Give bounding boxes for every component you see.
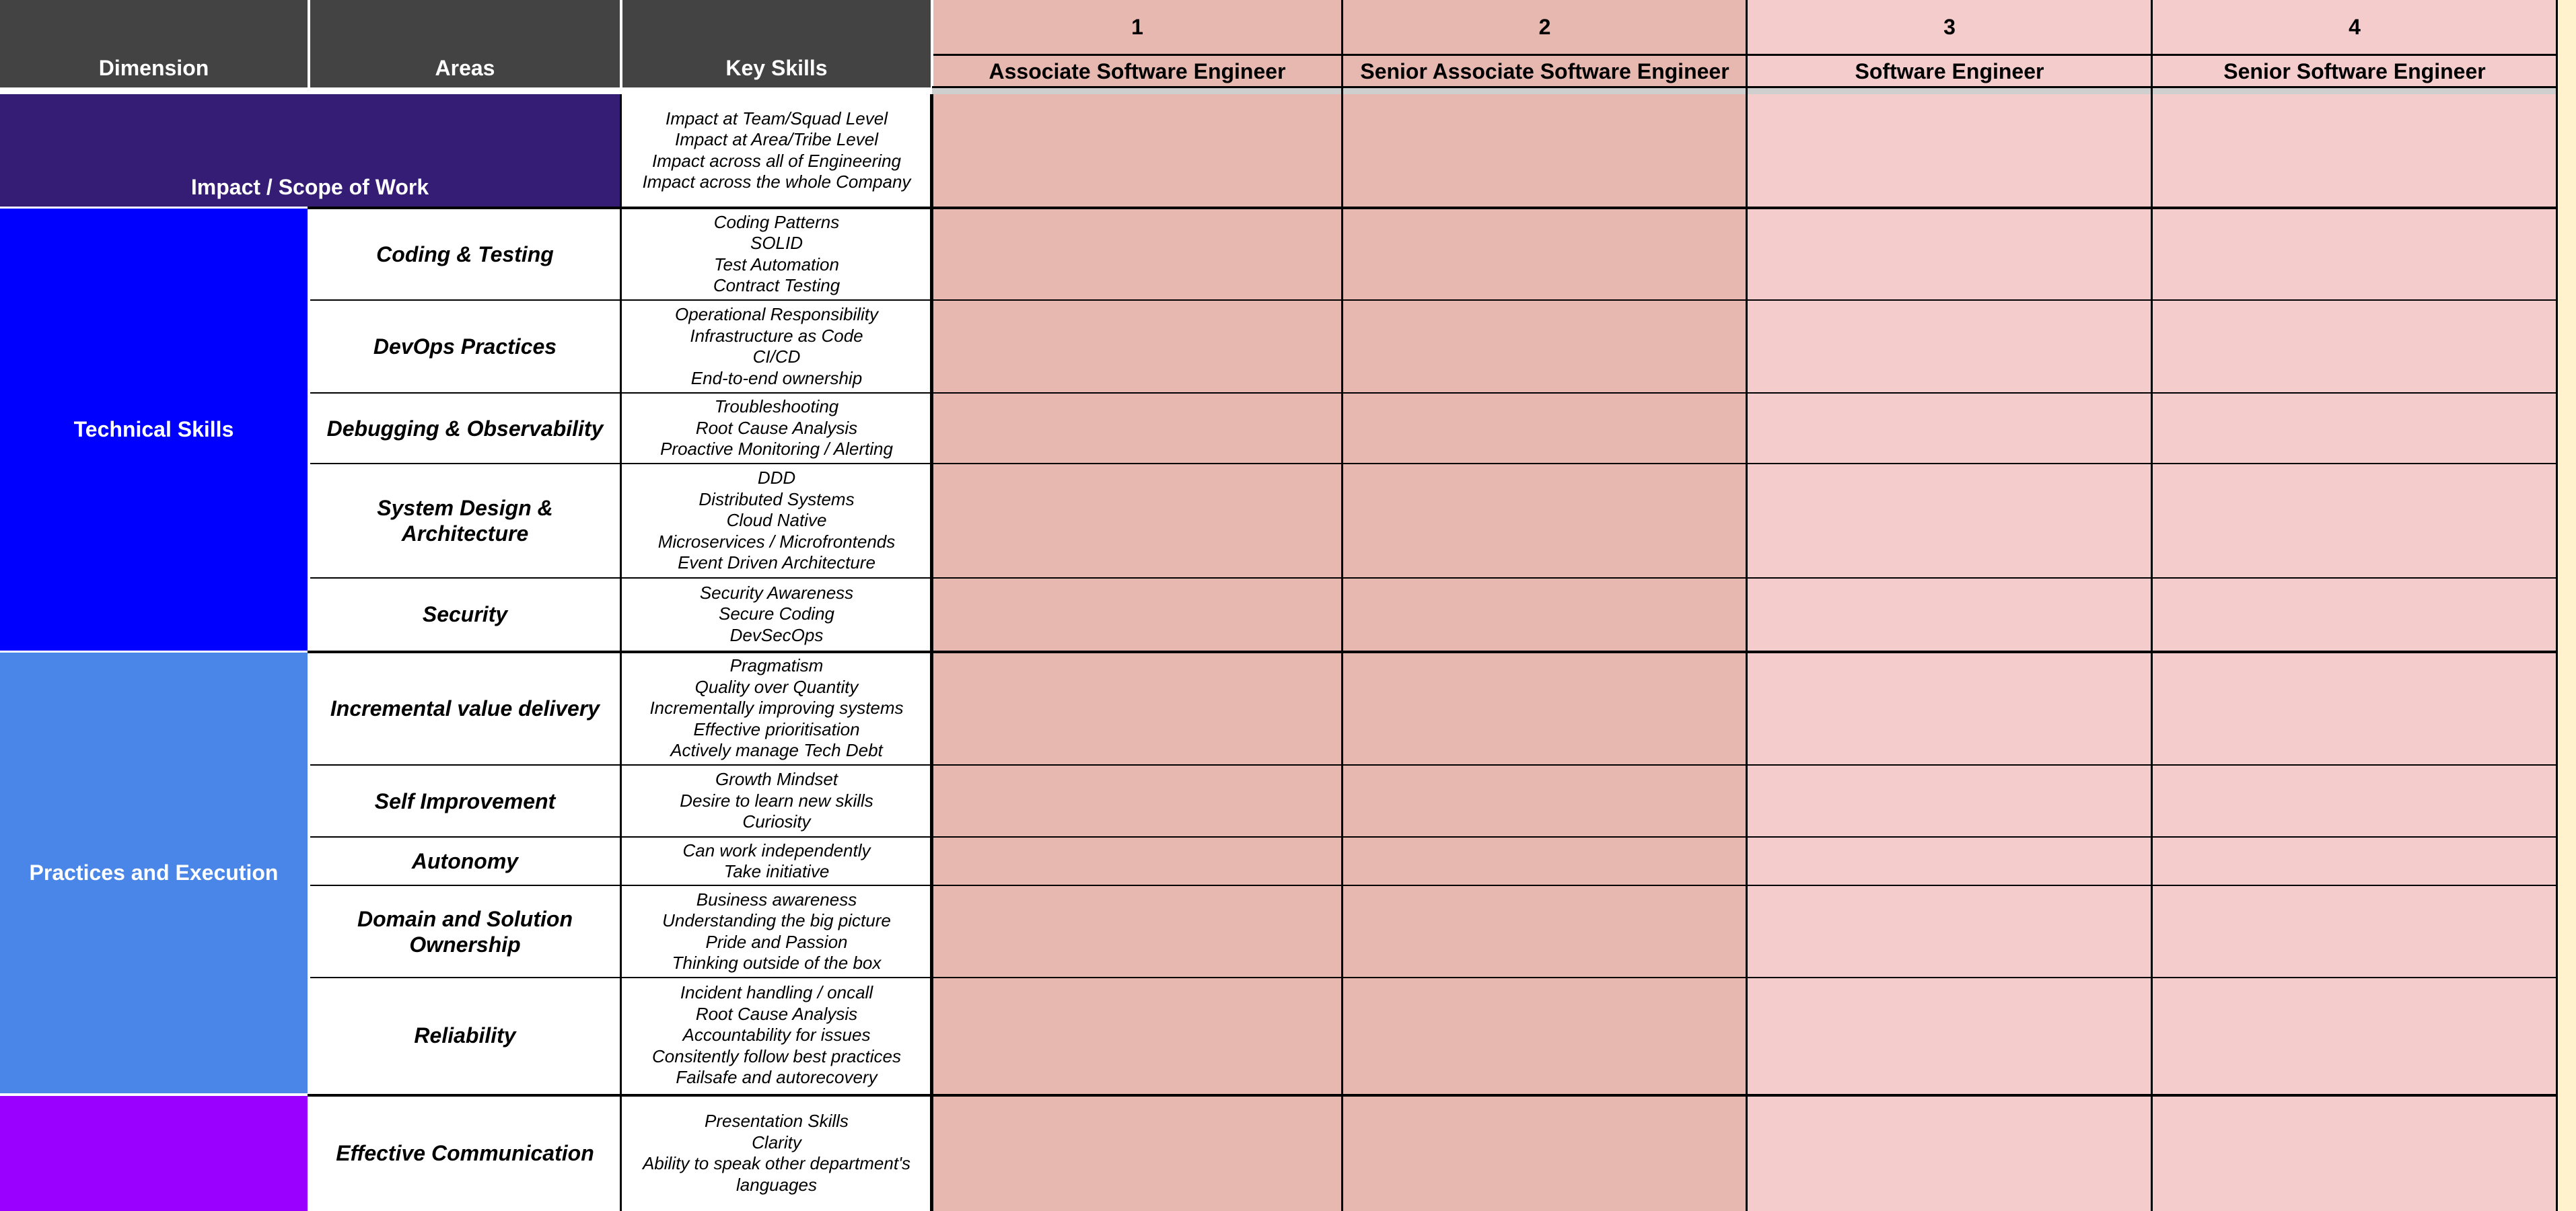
grid-hline-area-6: [310, 836, 2557, 838]
key-skill-line: Ability to speak other department's: [642, 1153, 911, 1173]
key-skill-line: Security Awareness: [699, 582, 854, 603]
key-skill-line: Microservices / Microfrontends: [657, 531, 896, 552]
level-number-3[interactable]: 3: [1747, 0, 2152, 54]
key-skill-line: Contract Testing: [713, 275, 840, 295]
grid-hdr-sep-2: [620, 0, 622, 87]
header-key-skills[interactable]: Key Skills: [622, 0, 931, 87]
key-skill-line: End-to-end ownership: [690, 367, 863, 388]
grid-hdr-sep-3: [931, 0, 933, 87]
key-skill-line: Can work independently: [682, 840, 871, 860]
key-skill-line: Pragmatism: [729, 655, 824, 676]
grid-hline-area-4: [310, 577, 2557, 579]
key-skill-line: Operational Responsibility: [674, 304, 879, 324]
area-autonomy[interactable]: Autonomy: [310, 837, 620, 885]
key-skill-line: Actively manage Tech Debt: [670, 740, 883, 761]
header-gap-row-levels: [932, 87, 2557, 94]
area-coding-testing[interactable]: Coding & Testing: [310, 208, 620, 300]
grid-dim-hsep-1: [0, 207, 308, 209]
key-skill-line: SOLID: [750, 233, 803, 253]
key-skills-system-design-architecture[interactable]: [622, 464, 931, 578]
header-gap-row: [0, 87, 932, 94]
area-self-improvement[interactable]: Self Improvement: [310, 765, 620, 837]
key-skill-line: Coding Patterns: [713, 211, 840, 232]
area-domain-and-solution-ownership[interactable]: Domain and Solution Ownership: [310, 885, 620, 978]
key-skill-line: Understanding the big picture: [662, 910, 891, 930]
key-skills-devops-practices[interactable]: [622, 300, 931, 393]
grid-vline-level-1: [1341, 0, 1343, 1211]
key-skills-coding-testing[interactable]: [622, 208, 931, 300]
grid-hline-header: [932, 86, 2557, 88]
level-number-4[interactable]: 4: [2152, 0, 2557, 54]
grid-hline-area-7: [310, 885, 2557, 886]
dimension-communication[interactable]: [0, 1095, 308, 1211]
key-skill-line: Presentation Skills: [705, 1111, 849, 1131]
grid-vline-areas: [620, 208, 622, 1211]
key-skills-impact[interactable]: [622, 94, 931, 207]
key-skill-line: Impact at Team/Squad Level: [665, 108, 888, 129]
grid-hline-area-1: [310, 299, 2557, 301]
key-skill-line: Accountability for issues: [682, 1025, 871, 1045]
key-skill-line: Consitently follow best practices: [652, 1045, 901, 1066]
grid-hline-area-3: [310, 463, 2557, 464]
key-skill-line: DevSecOps: [729, 624, 824, 645]
key-skill-line: Impact at Area/Tribe Level: [674, 129, 879, 149]
key-skill-line: Proactive Monitoring / Alerting: [660, 439, 893, 460]
key-skill-line: Secure Coding: [719, 603, 834, 624]
key-skills-domain-and-solution-ownership[interactable]: [622, 885, 931, 978]
key-skill-line: Distributed Systems: [699, 488, 855, 509]
grid-dim-hsep-2: [0, 651, 308, 653]
key-skill-line: Curiosity: [742, 811, 811, 832]
area-incremental-value-delivery[interactable]: Incremental value delivery: [310, 652, 620, 765]
grid-vline-level-4: [2556, 0, 2558, 1211]
area-debugging-observability[interactable]: Debugging & Observability: [310, 393, 620, 464]
grid-hline-group-1: [308, 207, 2557, 209]
area-security[interactable]: Security: [310, 578, 620, 651]
level-column-next[interactable]: [2557, 0, 2576, 1211]
key-skill-line: Pride and Passion: [705, 931, 848, 952]
level-number-1[interactable]: 1: [932, 0, 1343, 54]
key-skill-line: Infrastructure as Code: [690, 325, 863, 346]
key-skill-line: Failsafe and autorecovery: [676, 1067, 878, 1088]
key-skill-line: Cloud Native: [726, 510, 827, 531]
key-skills-autonomy[interactable]: [622, 837, 931, 885]
key-skills-self-improvement[interactable]: [622, 765, 931, 837]
level-title-2[interactable]: Senior Associate Software Engineer: [1343, 54, 1747, 87]
key-skill-line: Troubleshooting: [714, 396, 839, 417]
grid-vline-areas-impact: [620, 94, 622, 208]
level-title-3[interactable]: Software Engineer: [1747, 54, 2152, 87]
level-number-2[interactable]: 2: [1343, 0, 1747, 54]
key-skill-line: Test Automation: [714, 254, 839, 274]
key-skill-line: Event Driven Architecture: [678, 552, 875, 573]
key-skills-effective-communication[interactable]: [622, 1095, 931, 1211]
key-skill-line: Growth Mindset: [715, 769, 838, 790]
grid-vline-level-2: [1746, 0, 1748, 1211]
key-skills-reliability[interactable]: [622, 978, 931, 1093]
key-skill-line: CI/CD: [752, 346, 801, 367]
area-reliability[interactable]: Reliability: [310, 978, 620, 1093]
key-skill-line: Clarity: [752, 1132, 801, 1152]
dimension-practices-execution[interactable]: Practices and Execution: [0, 652, 308, 1093]
key-skills-security[interactable]: [622, 578, 931, 651]
area-effective-communication[interactable]: Effective Communication: [310, 1095, 620, 1211]
key-skill-line: Desire to learn new skills: [680, 790, 873, 811]
dimension-technical-skills[interactable]: Technical Skills: [0, 208, 308, 651]
grid-hline-group-3: [308, 1094, 2557, 1097]
grid-dim-hsep-3: [0, 1094, 308, 1096]
key-skill-line: Incrementally improving systems: [649, 698, 904, 719]
key-skill-line: Take initiative: [723, 861, 830, 881]
key-skill-line: Impact across the whole Company: [642, 172, 911, 192]
key-skill-line: languages: [736, 1174, 817, 1195]
key-skill-line: Impact across all of Engineering: [652, 150, 901, 171]
header-dimension[interactable]: Dimension: [0, 0, 308, 87]
key-skill-line: Root Cause Analysis: [695, 417, 858, 438]
level-title-4[interactable]: Senior Software Engineer: [2152, 54, 2557, 87]
key-skill-line: Root Cause Analysis: [695, 1003, 858, 1024]
key-skill-line: Business awareness: [696, 889, 857, 910]
grid-hdr-sep-1: [308, 0, 310, 87]
header-areas[interactable]: Areas: [310, 0, 620, 87]
grid-hline-area-5: [310, 764, 2557, 766]
key-skills-debugging-observability[interactable]: [622, 393, 931, 464]
dimension-impact[interactable]: Impact / Scope of Work: [0, 94, 620, 207]
key-skills-incremental-value-delivery[interactable]: [622, 652, 931, 765]
grid-hline-group-2: [308, 651, 2557, 653]
area-system-design-architecture[interactable]: System Design & Architecture: [310, 464, 620, 578]
grid-vline-level-3: [2151, 0, 2153, 1211]
area-devops-practices[interactable]: DevOps Practices: [310, 300, 620, 393]
level-title-1[interactable]: Associate Software Engineer: [932, 54, 1343, 87]
key-skill-line: Thinking outside of the box: [672, 953, 882, 973]
grid-hline-area-2: [310, 392, 2557, 394]
grid-dim-sep: [308, 208, 310, 1211]
key-skill-line: Effective prioritisation: [693, 719, 860, 739]
key-skill-line: DDD: [757, 468, 796, 488]
key-skill-line: Quality over Quantity: [694, 676, 859, 697]
key-skill-line: Incident handling / oncall: [680, 982, 873, 1003]
grid-hline-area-8: [310, 977, 2557, 978]
